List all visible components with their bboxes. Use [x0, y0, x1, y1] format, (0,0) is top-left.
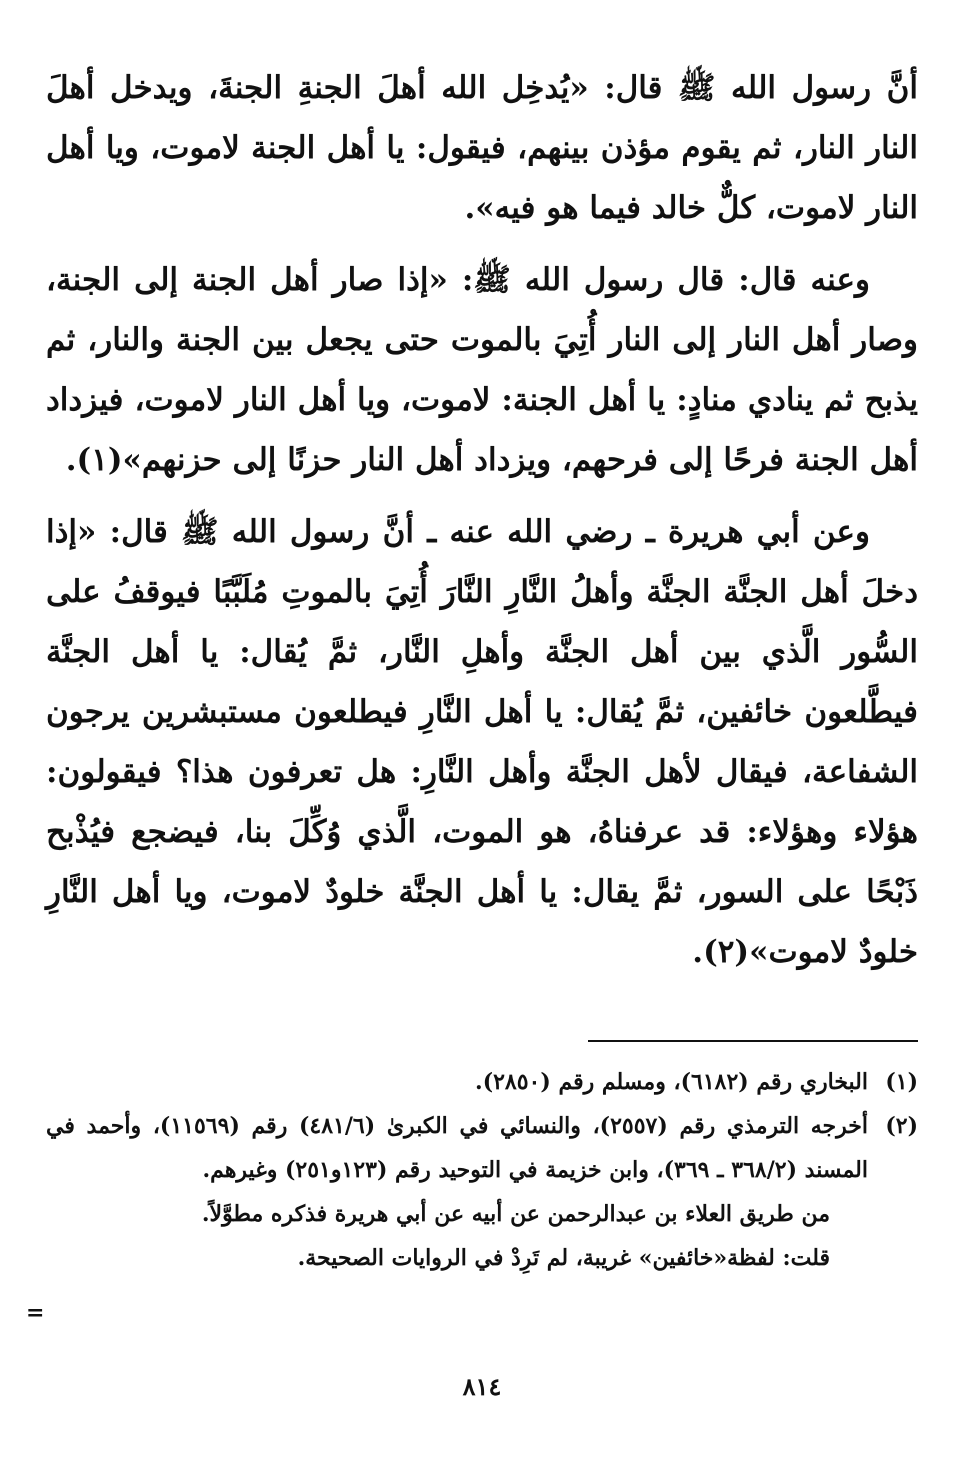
footnote-text: البخاري رقم (٦١٨٢)، ومسلم رقم (٢٨٥٠). [475, 1069, 868, 1095]
paragraph-1: أنَّ رسول الله ﷺ قال: «يُدخِل الله أهلَ الجنةِ الجنةَ، ويدخل أهلَ النار النار، ثم يقوم مؤذن بينهم، فيقول: يا أهل الجنة لاموت، ويا أهل النار لاموت، كلٌّ خالد فيما هو فيه». [46, 70, 918, 226]
footnote-number: (١) [885, 1069, 918, 1095]
continuation-mark: = [26, 1300, 45, 1326]
main-text [46, 58, 918, 994]
footnote-text: أخرجه الترمذي رقم (٢٥٥٧)، والنسائي في الكبرىٰ (٤٨١/٦) رقم (١١٥٦٩)، وأحمد في المسند (٣٦٨/٢ ـ ٣٦٩)، وابن خزيمة في التوحيد رقم (١٢٣و٢٥١) وغيرهم. [46, 1113, 868, 1183]
footnote-2 [46, 1104, 918, 1192]
paragraph-2: وعنه قال: قال رسول الله ﷺ: «إذا صار أهل الجنة إلى الجنة، وصار أهل النار إلى النار أُتِيَ بالموت حتى يجعل بين الجنة والنار، ثم يذبح ثم ينادي منادٍ: يا أهل الجنة: لاموت، ويا أهل النار لاموت، فيزداد أهل الجنة فرحًا إلى فرحهم، ويزداد أهل النار حزنًا إلى حزنهم»(١). [46, 262, 918, 478]
footnote-note-2: قلت: لفظة«خائفين» غريبة، لم تَرِدْ في الروايات الصحيحة. [297, 1245, 830, 1271]
footnote-number: (٢) [885, 1113, 918, 1139]
footnote-separator [588, 1040, 918, 1042]
footnote-note-1: من طريق العلاء بن عبدالرحمن عن أبيه عن أبي هريرة فذكره مطوَّلاً. [201, 1201, 830, 1227]
paragraph-3: وعن أبي هريرة ـ رضي الله عنه ـ أنَّ رسول الله ﷺ قال: «إذا دخلَ أهل الجنَّة الجنَّة وأهلُ النَّارِ النَّارَ أُتِيَ بالموتِ مُلَبَّبًا فيوقفُ على السُّور الَّذي بين أهل الجنَّة وأهلِ النَّار، ثمَّ يُقال: يا أهل الجنَّة فيطَّلعون خائفين، ثمَّ يُقال: يا أهل النَّارِ فيطلعون مستبشرين يرجون الشفاعة، فيقال لأهل الجنَّة وأهل النَّارِ: هل تعرفون هذا؟ فيقولون: هؤلاء وهؤلاء: قد عرفناهُ، هو الموت، الَّذي وُكِّلَ بنا، فيضجع فيُذْبح ذَبْحًا على السور، ثمَّ يقال: يا أهل الجنَّة خلودٌ لاموت، ويا أهل النَّارِ خلودٌ لاموت»(٢). [46, 514, 918, 970]
page-number: ٨١٤ [462, 1372, 502, 1401]
footnotes [46, 1060, 918, 1280]
footnote-1 [46, 1060, 918, 1104]
